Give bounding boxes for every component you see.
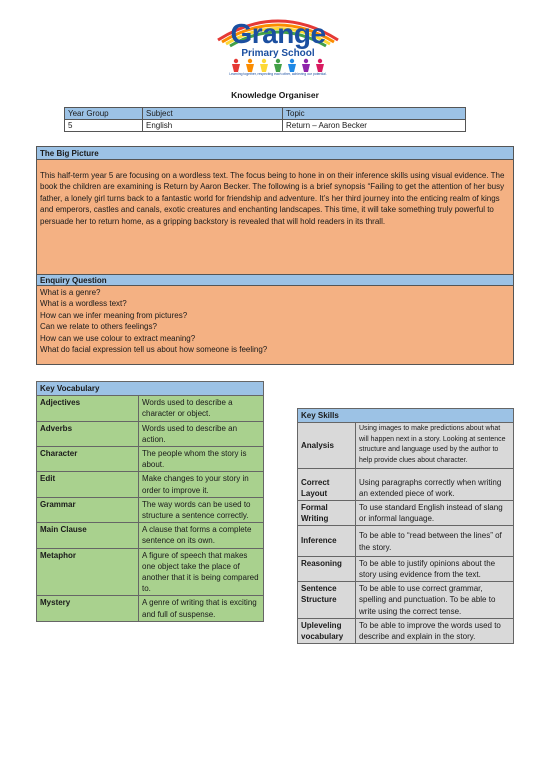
skill-term: Inference bbox=[298, 526, 356, 556]
vocab-term: Mystery bbox=[37, 596, 139, 621]
skill-row bbox=[298, 468, 514, 500]
vocab-row bbox=[37, 548, 264, 596]
info-value-row bbox=[65, 120, 466, 132]
skill-row bbox=[298, 618, 514, 643]
header-year-group: Year Group bbox=[65, 108, 143, 120]
vocab-row bbox=[37, 396, 264, 421]
vocab-term: Metaphor bbox=[37, 548, 139, 596]
skill-term: Reasoning bbox=[298, 556, 356, 581]
skill-definition: To be able to “read between the lines” of the story. bbox=[356, 526, 514, 556]
school-logo bbox=[208, 8, 348, 80]
enquiry-question: What is a wordless text? bbox=[40, 299, 127, 309]
big-picture-heading: The Big Picture bbox=[37, 147, 513, 160]
vocab-definition: Make changes to your story in order to improve it. bbox=[139, 472, 264, 497]
skill-term: Upleveling vocabulary bbox=[298, 618, 356, 643]
skill-term: Correct Layout bbox=[298, 468, 356, 500]
skill-definition: To be able to improve the words used to describe and explain in the story. bbox=[356, 618, 514, 643]
vocab-definition: A clause that forms a complete sentence on its own. bbox=[139, 523, 264, 548]
big-picture-section bbox=[36, 146, 514, 365]
vocab-term: Grammar bbox=[37, 497, 139, 522]
vocab-definition: A genre of writing that is exciting and full of suspense. bbox=[139, 596, 264, 621]
vocab-row bbox=[37, 421, 264, 446]
skill-definition: Using paragraphs correctly when writing an extended piece of work. bbox=[356, 468, 514, 500]
vocab-term: Main Clause bbox=[37, 523, 139, 548]
skill-row bbox=[298, 526, 514, 556]
vocab-row bbox=[37, 596, 264, 621]
enquiry-question: How can we use colour to extract meaning? bbox=[40, 333, 196, 343]
enquiry-question: Can we relate to others feelings? bbox=[40, 322, 157, 332]
enquiry-question: How can we infer meaning from pictures? bbox=[40, 310, 188, 320]
vocab-term: Character bbox=[37, 447, 139, 472]
vocabulary-header-row bbox=[37, 382, 264, 396]
big-picture-text: This half-term year 5 are focusing on a wordless text. The focus being to hone in on their inference skills using visual evidence. The book the children are examining is Return by Aaron Becker. The following is a brief synopsis “Failing to get the attention of her busy father, a lonely girl turns back to a fantastic world for friendship and adventure. It’s her third journey into the enticing realm of kings and emperors, castles and canals, exotic creatures and enchanting landscapes. This time, it will take something truly powerful to persuade her to return home, as a gripping backstory is revealed that will hold readers in its thrall. bbox=[37, 160, 513, 274]
skill-term: Formal Writing bbox=[298, 500, 356, 525]
skill-row bbox=[298, 556, 514, 581]
header-subject: Subject bbox=[143, 108, 283, 120]
page-title: Knowledge Organiser bbox=[231, 90, 319, 100]
skill-row bbox=[298, 582, 514, 619]
info-header-row bbox=[65, 108, 466, 120]
vocab-term: Adjectives bbox=[37, 396, 139, 421]
logo-subtitle: Primary School bbox=[241, 48, 315, 59]
enquiry-question: What is a genre? bbox=[40, 288, 101, 297]
skill-definition: To be able to justify opinions about the story using evidence from the text. bbox=[356, 556, 514, 581]
vocab-definition: The way words can be used to structure a sentence correctly. bbox=[139, 497, 264, 522]
skill-term: Sentence Structure bbox=[298, 582, 356, 619]
vocab-row bbox=[37, 523, 264, 548]
skill-definition: To be able to use correct grammar, spelling and punctuation. To be able to write using the correct tense. bbox=[356, 582, 514, 619]
vocab-definition: Words used to describe an action. bbox=[139, 421, 264, 446]
enquiry-heading: Enquiry Question bbox=[37, 274, 513, 286]
vocabulary-heading: Key Vocabulary bbox=[37, 382, 264, 396]
vocab-row bbox=[37, 497, 264, 522]
vocab-definition: A figure of speech that makes one object take the place of another that it is being compared to. bbox=[139, 548, 264, 596]
vocab-definition: Words used to describe a character or object. bbox=[139, 396, 264, 421]
info-table bbox=[64, 107, 466, 132]
header-topic: Topic bbox=[283, 108, 466, 120]
enquiry-questions bbox=[37, 286, 513, 364]
vocab-row bbox=[37, 472, 264, 497]
skill-definition: To use standard English instead of slang or informal language. bbox=[356, 500, 514, 525]
skill-row bbox=[298, 500, 514, 525]
value-subject: English bbox=[143, 120, 283, 132]
skills-header-row bbox=[298, 409, 514, 423]
skill-row bbox=[298, 423, 514, 468]
value-year-group: 5 bbox=[65, 120, 143, 132]
skill-definition: Using images to make predictions about what will happen next in a story. Looking at sentence structure and language used by the author to help provide clues about character. bbox=[356, 423, 514, 468]
vocab-term: Adverbs bbox=[37, 421, 139, 446]
enquiry-question: What do facial expression tell us about how someone is feeling? bbox=[40, 345, 268, 355]
skill-term: Analysis bbox=[298, 423, 356, 468]
value-topic: Return – Aaron Becker bbox=[283, 120, 466, 132]
vocab-definition: The people whom the story is about. bbox=[139, 447, 264, 472]
skills-heading: Key Skills bbox=[298, 409, 514, 423]
children-figures-icon bbox=[228, 58, 328, 72]
skills-table bbox=[297, 408, 514, 644]
vocab-term: Edit bbox=[37, 472, 139, 497]
logo-tagline: Learning together, respecting each other, achieving our potential. bbox=[229, 72, 327, 76]
logo-name: Grange bbox=[230, 18, 326, 49]
vocabulary-table bbox=[36, 381, 264, 622]
vocab-row bbox=[37, 447, 264, 472]
